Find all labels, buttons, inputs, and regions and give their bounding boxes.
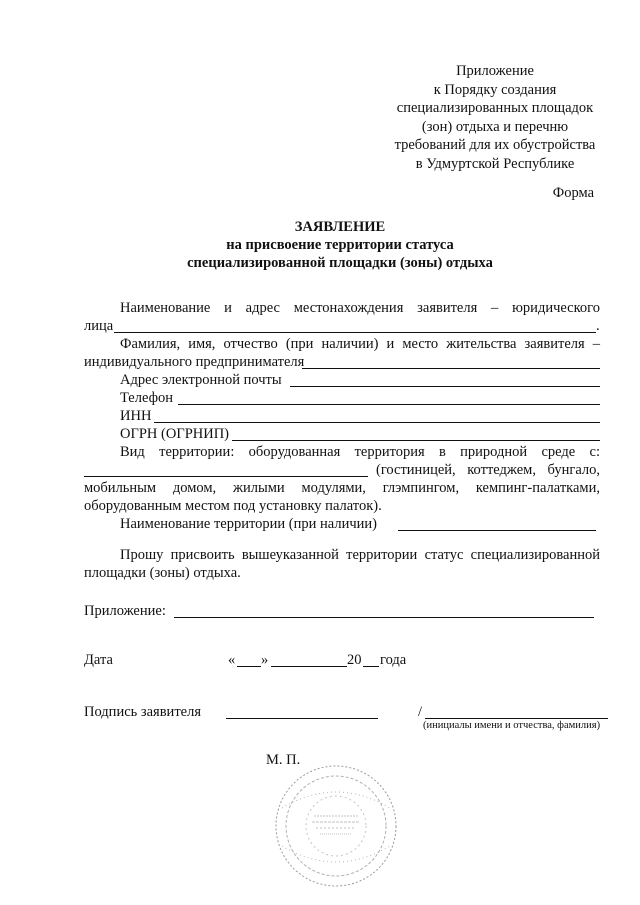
appendix-note bbox=[390, 62, 600, 173]
date-year-prefix: 20 bbox=[347, 652, 362, 668]
attachment-label: Приложение: bbox=[84, 603, 166, 619]
request-line: Прошу присвоить вышеуказанной территории статус специализированной bbox=[120, 547, 600, 563]
signature-hint: (инициалы имени и отчества, фамилия) bbox=[423, 720, 601, 731]
form-label: Форма bbox=[552, 185, 594, 201]
document-title bbox=[150, 218, 530, 272]
person-field[interactable] bbox=[302, 368, 600, 369]
stamp-label: М. П. bbox=[266, 752, 301, 768]
territory-options: (гостиницей, коттеджем, бунгало, bbox=[376, 462, 600, 478]
date-month-field[interactable] bbox=[271, 666, 347, 667]
phone-label: Телефон bbox=[120, 390, 173, 406]
inn-label: ИНН bbox=[120, 408, 152, 424]
ogrn-field[interactable] bbox=[232, 440, 600, 441]
application-fields bbox=[84, 299, 600, 533]
request-text bbox=[84, 546, 600, 582]
legal-name-period: . bbox=[596, 318, 600, 334]
phone-row bbox=[84, 389, 600, 407]
date-row bbox=[84, 651, 604, 669]
date-label: Дата bbox=[84, 652, 113, 668]
signature-slash: / bbox=[418, 704, 423, 720]
territory-options-cont: мобильным домом, жилыми модулями, глэмпингом, кемпинг-палатками, bbox=[84, 480, 600, 496]
date-year-suffix: года bbox=[380, 652, 407, 668]
appendix-line: специализированных площадок bbox=[396, 100, 594, 116]
phone-field[interactable] bbox=[178, 404, 600, 405]
stamp-image bbox=[262, 756, 412, 891]
territory-field[interactable] bbox=[84, 476, 368, 477]
territory-label: Вид территории: оборудованная территория в природной среде с: bbox=[120, 444, 600, 460]
legal-name-field[interactable] bbox=[114, 332, 596, 333]
attachment-field[interactable] bbox=[174, 617, 594, 618]
territory-options-end: оборудованным местом под установку палаток). bbox=[84, 498, 382, 514]
email-row bbox=[84, 371, 600, 389]
appendix-line: к Порядку создания bbox=[433, 81, 557, 98]
appendix-line: (зон) отдыха и перечню bbox=[421, 118, 569, 135]
email-label: Адрес электронной почты bbox=[120, 372, 282, 388]
attachment-row bbox=[84, 602, 604, 620]
territory-row bbox=[84, 461, 600, 479]
email-field[interactable] bbox=[290, 386, 600, 387]
date-day-field[interactable] bbox=[237, 666, 261, 667]
title-line: на присвоение территории статуса bbox=[226, 237, 454, 253]
appendix-line: в Удмуртской Республике bbox=[415, 155, 575, 172]
signature-field[interactable] bbox=[226, 718, 378, 719]
date-year-field[interactable] bbox=[363, 666, 379, 667]
territory-name-field[interactable] bbox=[398, 530, 596, 531]
date-quote-close: » bbox=[261, 652, 269, 668]
legal-name-label-cont: лица bbox=[84, 318, 114, 334]
title-line: специализированной площадки (зоны) отдыха bbox=[187, 255, 493, 271]
appendix-line: Приложение bbox=[456, 63, 534, 79]
person-label: Фамилия, имя, отчество (при наличии) и место жительства заявителя – bbox=[120, 336, 600, 352]
date-quote-open: « bbox=[228, 652, 236, 668]
person-label-cont: индивидуального предпринимателя bbox=[84, 354, 305, 370]
legal-name-row bbox=[84, 317, 600, 335]
title-heading: ЗАЯВЛЕНИЕ bbox=[294, 219, 386, 235]
inn-field[interactable] bbox=[154, 422, 600, 423]
signature-label: Подпись заявителя bbox=[84, 704, 201, 720]
person-row bbox=[84, 353, 600, 371]
inn-row bbox=[84, 407, 600, 425]
territory-name-row bbox=[84, 515, 600, 533]
appendix-line: требований для их обустройства bbox=[394, 137, 596, 153]
request-line: площадки (зоны) отдыха. bbox=[84, 565, 241, 581]
legal-name-label: Наименование и адрес местонахождения заявителя – юридического bbox=[120, 300, 600, 316]
ogrn-label: ОГРН (ОГРНИП) bbox=[120, 426, 230, 442]
territory-name-label: Наименование территории (при наличии) bbox=[120, 516, 377, 532]
ogrn-row bbox=[84, 425, 600, 443]
signature-row bbox=[84, 703, 624, 731]
